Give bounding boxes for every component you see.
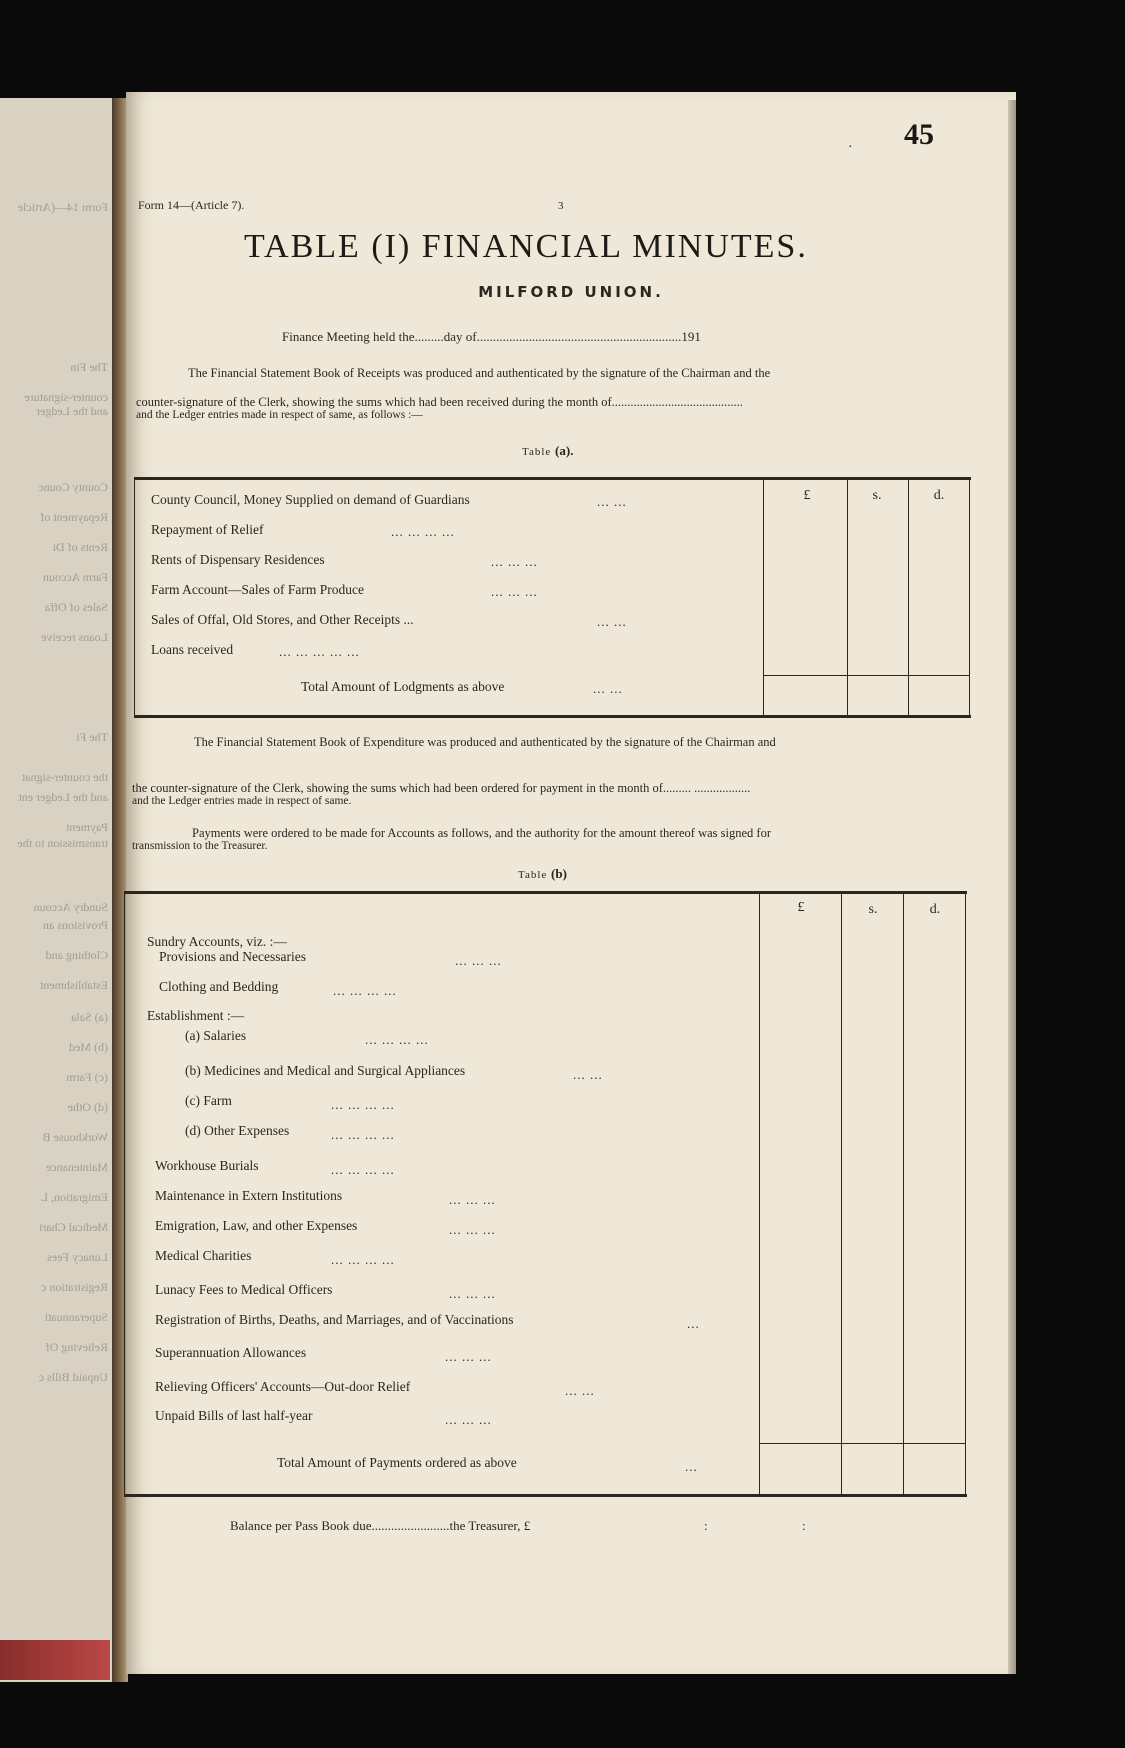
table-a-col-divider-pence xyxy=(908,480,909,715)
table-b-row: Relieving Officers' Accounts—Out-door Relief xyxy=(155,1379,411,1394)
left-page-ghost-line: Loans receive xyxy=(41,630,108,644)
table-a xyxy=(134,477,971,718)
table-b-row-dots: ... ... ... xyxy=(449,1222,496,1237)
table-b-row-dots: ... ... ... ... xyxy=(365,1032,429,1047)
red-page-edge xyxy=(0,1640,110,1680)
receipts-para-line3: and the Ledger entries made in respect of same, as follows :— xyxy=(136,409,423,421)
table-b-row: Unpaid Bills of last half-year xyxy=(155,1408,313,1423)
left-facing-page xyxy=(0,98,112,1682)
table-a-row-dots: ... ... xyxy=(597,614,627,629)
table-b-total-rule xyxy=(759,1443,965,1444)
balance-line xyxy=(230,1518,806,1534)
left-page-ghost-line: the counter-signat xyxy=(21,770,108,784)
balance-colon-pence: : xyxy=(802,1518,806,1533)
table-b-row-dots: ... ... ... xyxy=(445,1349,492,1364)
table-b-row: Registration of Births, Deaths, and Marriages, and of Vaccinations xyxy=(155,1312,514,1327)
table-a-row-dots: ... ... ... xyxy=(491,554,538,569)
table-b-header-shillings: s. xyxy=(868,902,878,917)
table-a-header-pounds: £ xyxy=(803,488,811,503)
left-page-ghost-line: (d) Othe xyxy=(67,1100,108,1114)
table-b-row-dots: ... ... ... ... xyxy=(331,1162,395,1177)
payments-para-line1: Payments were ordered to be made for Accounts as follows, and the authority for the amount thereof was signed for xyxy=(192,826,771,840)
receipts-para-line1: The Financial Statement Book of Receipts was produced and authenticated by the signature of the Chairman and the xyxy=(188,366,771,380)
table-a-row: Loans received xyxy=(151,642,234,657)
left-page-ghost-line: The Fin xyxy=(70,360,108,374)
table-b-row: Lunacy Fees to Medical Officers xyxy=(155,1282,333,1297)
left-page-ghost-line: (a) Sala xyxy=(71,1010,108,1024)
left-page-ghost-line: Maintenance xyxy=(46,1160,108,1174)
left-page-ghost-line: counter-signature xyxy=(24,390,108,404)
table-b-row-dots: ... ... ... xyxy=(449,1192,496,1207)
table-a-header-pence: d. xyxy=(933,488,945,503)
left-page-ghost-line: County Counc xyxy=(38,480,108,494)
table-b-row: (d) Other Expenses xyxy=(185,1123,290,1138)
table-b-row-dots: ... ... ... ... xyxy=(331,1097,395,1112)
table-b-row-dots: ... ... ... xyxy=(449,1286,496,1301)
table-a-header-shillings: s. xyxy=(872,488,882,503)
table-b-row-dots: ... ... ... xyxy=(445,1412,492,1427)
left-page-ghost-line: Unpaid Bills c xyxy=(38,1370,108,1384)
table-b-row-dots: ... ... ... ... xyxy=(331,1127,395,1142)
left-page-ghost-line: Superannuati xyxy=(44,1310,108,1324)
table-b-row: (a) Salaries xyxy=(185,1028,247,1043)
table-b-caption-letter: (b) xyxy=(551,866,567,881)
left-page-ghost-line: Emigration, L xyxy=(40,1190,108,1204)
meeting-line: Finance Meeting held the.........day of...............................................................191 xyxy=(282,329,701,344)
table-b-header-pence: d. xyxy=(929,902,941,917)
table-b-row: Provisions and Necessaries xyxy=(159,949,306,964)
left-page-ghost-line: The Fi xyxy=(76,730,108,744)
table-b-row-dots: ... ... ... ... xyxy=(333,983,397,998)
table-b-row: Establishment :— xyxy=(147,1008,245,1023)
expenditure-para-line2: the counter-signature of the Clerk, showing the sums which had been ordered for payment in the month of......... .................. xyxy=(132,781,751,795)
table-b-caption-prefix: Table xyxy=(518,869,548,881)
table-a-caption-prefix: Table xyxy=(522,446,552,458)
left-page-ghost-line: Lunacy Fees xyxy=(47,1250,108,1264)
union-name: MILFORD UNION. xyxy=(478,283,664,301)
table-a-caption-letter: (a). xyxy=(555,443,574,458)
table-a-row-dots: ... ... ... ... xyxy=(391,524,455,539)
page-number: 45 xyxy=(904,118,934,151)
left-page-ghost-line: and the Ledger ent xyxy=(18,790,108,804)
left-page-ghost-line: Workhouse B xyxy=(42,1130,108,1144)
table-a-total-dots: ... ... xyxy=(593,681,623,696)
table-b-row: Emigration, Law, and other Expenses xyxy=(155,1218,358,1233)
sheet-number: 3 xyxy=(558,200,564,212)
table-b-row-dots: ... xyxy=(687,1316,700,1331)
table-a-col-divider-shillings xyxy=(847,480,848,715)
table-b-row-dots: ... ... ... xyxy=(455,953,502,968)
table-b-row: Superannuation Allowances xyxy=(155,1345,307,1360)
table-a-row-dots: ... ... ... xyxy=(491,584,538,599)
page-title: TABLE (I) FINANCIAL MINUTES. xyxy=(244,228,808,265)
expenditure-para-line3: and the Ledger entries made in respect of same. xyxy=(132,795,352,807)
table-b xyxy=(124,891,967,1497)
table-a-total-label: Total Amount of Lodgments as above xyxy=(301,679,505,694)
left-page-ghost-line: Medical Chari xyxy=(39,1220,108,1234)
table-a-row: Sales of Offal, Old Stores, and Other Receipts ... xyxy=(151,612,414,627)
balance-text: Balance per Pass Book due........................the Treasurer, £ xyxy=(230,1518,531,1533)
table-b-col-divider-pence xyxy=(903,894,904,1494)
table-a-row: Repayment of Relief xyxy=(151,522,264,537)
table-b-row: Clothing and Bedding xyxy=(159,979,279,994)
left-page-ghost-line: Rents of Di xyxy=(52,540,108,554)
left-page-ghost-line: (b) Med xyxy=(69,1040,108,1054)
table-b-row-dots: ... ... ... ... xyxy=(331,1252,395,1267)
left-page-ghost-line: Sales of Offa xyxy=(44,600,108,614)
table-a-row: Rents of Dispensary Residences xyxy=(151,552,325,567)
left-page-ghost-line: transmission to the xyxy=(17,836,108,850)
table-a-row: Farm Account—Sales of Farm Produce xyxy=(151,582,364,597)
left-page-ghost-line: Relieving Of xyxy=(45,1340,108,1354)
payments-para-line2: transmission to the Treasurer. xyxy=(132,840,268,852)
table-b-row: (b) Medicines and Medical and Surgical Appliances xyxy=(185,1063,466,1078)
table-b-row: Maintenance in Extern Institutions xyxy=(155,1188,343,1203)
table-a-col-divider-pounds xyxy=(763,480,764,715)
table-a-total-rule xyxy=(763,675,969,676)
table-b-col-divider-pounds xyxy=(759,894,760,1494)
receipts-para-line2: counter-signature of the Clerk, showing the sums which had been received during the month of.......................................... xyxy=(136,395,743,409)
table-a-caption xyxy=(522,443,573,459)
left-page-ghost-line: Form 14—(Article xyxy=(17,200,108,214)
table-b-row-dots: ... ... xyxy=(565,1383,595,1398)
table-a-row-dots: ... ... ... ... ... xyxy=(279,644,360,659)
table-b-row: (c) Farm xyxy=(185,1093,232,1108)
left-page-ghost-line: (c) Farm xyxy=(66,1070,108,1084)
form-reference: Form 14—(Article 7). xyxy=(138,198,245,212)
page-mark: · xyxy=(848,140,853,155)
table-b-row: Workhouse Burials xyxy=(155,1158,259,1173)
left-page-ghost-line: Registration c xyxy=(41,1280,108,1294)
left-page-ghost-line: Establishment xyxy=(40,978,108,992)
table-b-col-divider-shillings xyxy=(841,894,842,1494)
table-b-row: Sundry Accounts, viz. :— xyxy=(147,934,287,949)
left-page-ghost-line: Provisions an xyxy=(42,918,108,932)
table-b-row-dots: ... ... xyxy=(573,1067,603,1082)
table-b-header-pounds: £ xyxy=(797,900,805,915)
left-page-ghost-line: Repayment of xyxy=(40,510,108,524)
left-page-ghost-line: Clothing and xyxy=(45,948,108,962)
left-page-ghost-line: and the Ledger xyxy=(36,404,108,418)
table-b-total-dots: ... xyxy=(685,1459,698,1474)
table-a-row: County Council, Money Supplied on demand of Guardians xyxy=(151,492,470,507)
left-page-ghost-line: Payment xyxy=(66,820,108,834)
expenditure-para-line1: The Financial Statement Book of Expenditure was produced and authenticated by the signature of the Chairman and xyxy=(194,735,776,749)
table-a-row-dots: ... ... xyxy=(597,494,627,509)
table-b-caption xyxy=(518,866,567,882)
page-edge xyxy=(1008,100,1016,1674)
left-page-ghost-line: Farm Accoun xyxy=(43,570,108,584)
table-b-row: Medical Charities xyxy=(155,1248,252,1263)
table-b-col-divider-right xyxy=(965,894,966,1494)
table-b-total-label: Total Amount of Payments ordered as above xyxy=(277,1455,517,1470)
table-a-col-divider-right xyxy=(969,480,970,715)
balance-colon-shillings: : xyxy=(704,1518,708,1533)
left-page-ghost-line: Sundry Accoun xyxy=(33,900,108,914)
